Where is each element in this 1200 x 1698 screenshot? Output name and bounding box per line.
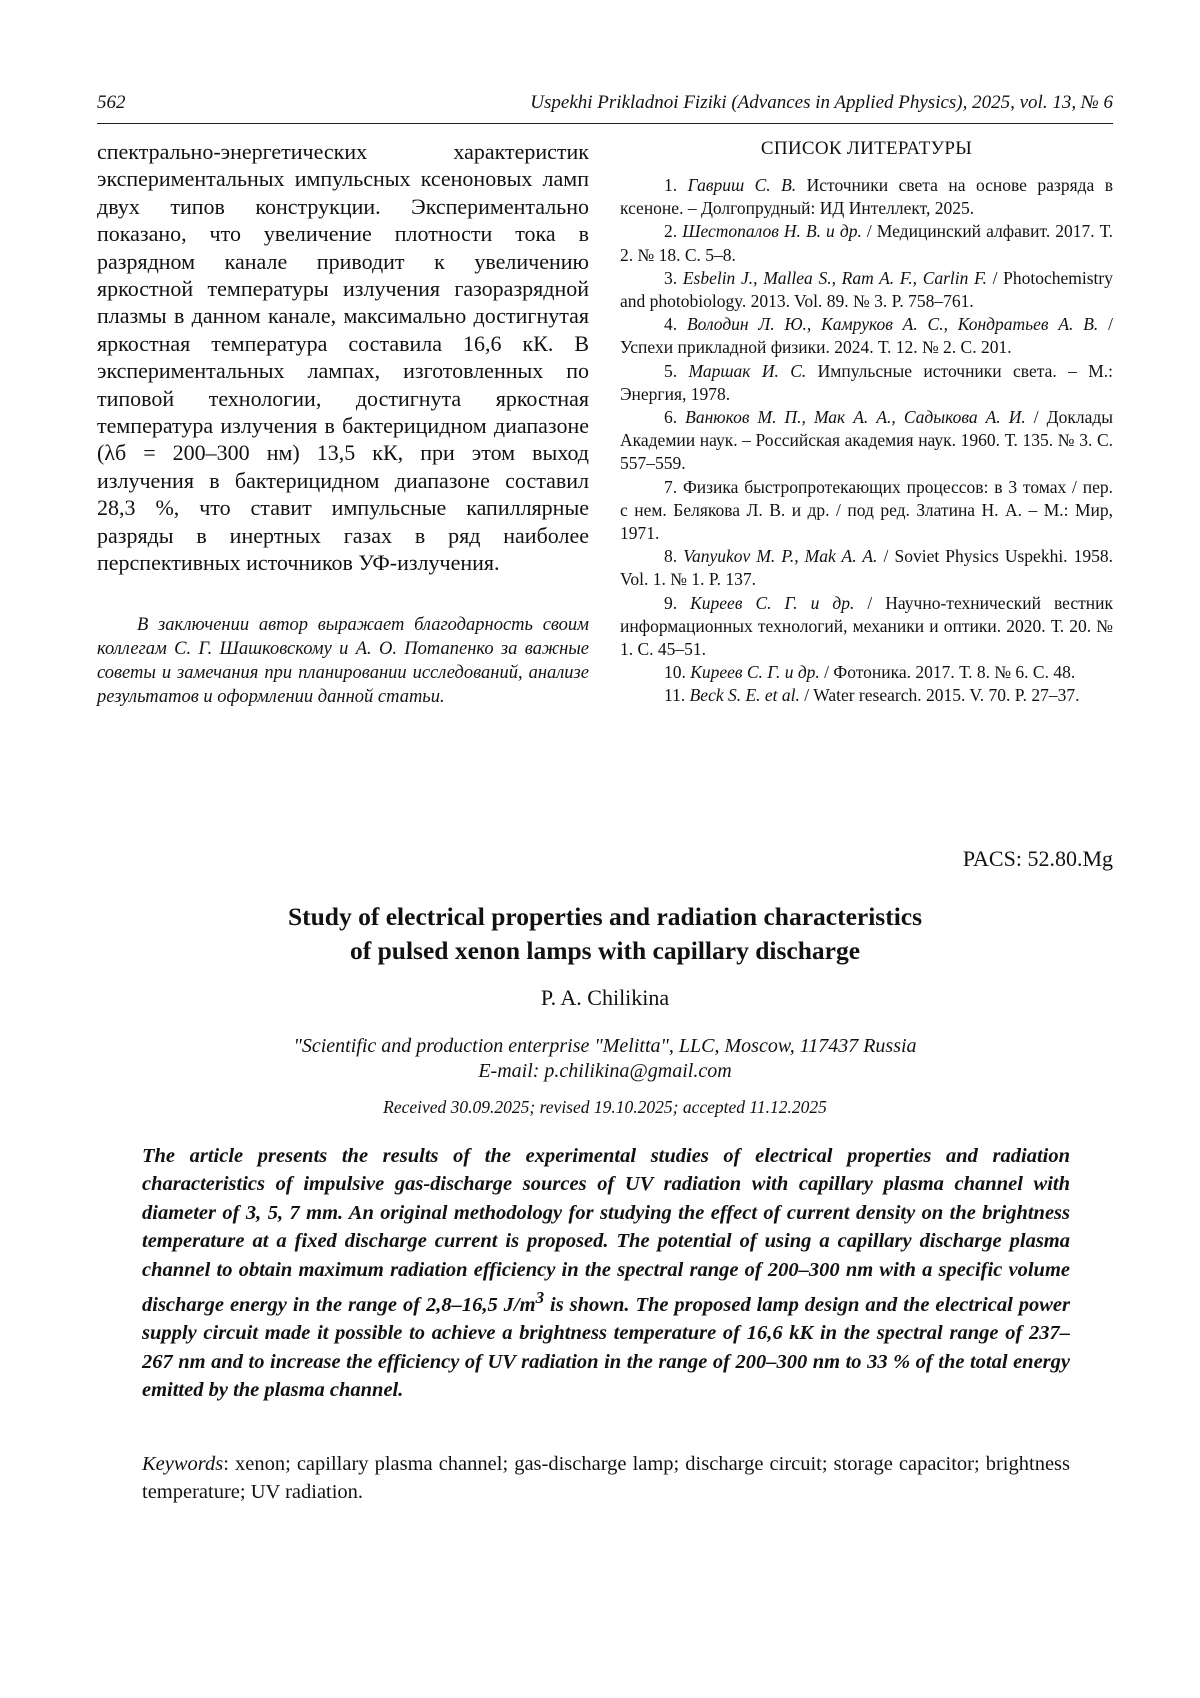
references-title: СПИСОК ЛИТЕРАТУРЫ (620, 138, 1113, 160)
article-title: Study of electrical properties and radiation characteristics of pulsed xenon lamps with capillary discharge (97, 900, 1113, 968)
keywords-label: Keywords (142, 1453, 223, 1475)
references-section (620, 138, 1113, 708)
left-column (97, 138, 589, 709)
running-header (97, 92, 1113, 124)
publication-dates: Received 30.09.2025; revised 19.10.2025; accepted 11.12.2025 (97, 1097, 1113, 1118)
body-paragraph: спектрально-энергетических характеристик экспериментальных импульсных ксеноновых ламп двух типов конструкции. Экспериментально показано, что увеличение плотности тока в разрядном канале приводит к увеличению яркостной температуры излучения газоразрядной плазмы в данном канале, максимально достигнутая яркостная температура составила 16,6 кК. В экспериментальных лампах, изготовленных по типовой технологии, достигнута яркостная температура излучения в бактерицидном диапазоне (λб = 200–300 нм) 13,5 кК, при этом выход излучения в бактерицидном диапазоне составил 28,3 %, что ставит импульсные капиллярные разряды в инертных газах в ряд наиболее перспективных источников УФ-излучения. (97, 138, 589, 577)
reference-item: 4. Володин Л. Ю., Камруков А. С., Кондратьев А. В. / Успехи прикладной физики. 2024. Т. 12. № 2. С. 201. (620, 313, 1113, 359)
article-author: P. A. Chilikina (97, 985, 1113, 1011)
reference-item: 1. Гавриш С. В. Источники света на основе разряда в ксеноне. – Долгопрудный: ИД Интеллект, 2025. (620, 174, 1113, 220)
reference-item: 8. Vanyukov M. P., Mak A. A. / Soviet Physics Uspekhi. 1958. Vol. 1. № 1. P. 137. (620, 545, 1113, 591)
reference-item: 2. Шестопалов Н. В. и др. / Медицинский алфавит. 2017. Т. 2. № 18. С. 5–8. (620, 220, 1113, 266)
page-number: 562 (97, 92, 126, 114)
keywords (142, 1450, 1070, 1506)
keywords-list: : xenon; capillary plasma channel; gas-discharge lamp; discharge circuit; storage capacitor; brightness temperature; UV radiation. (142, 1453, 1070, 1503)
reference-item: 3. Esbelin J., Mallea S., Ram A. F., Carlin F. / Photochemistry and photobiology. 2013. Vol. 89. № 3. P. 758–761. (620, 267, 1113, 313)
affiliation-org: "Scientific and production enterprise "Melitta", LLC, Moscow, 117437 Russia (97, 1034, 1113, 1059)
abstract: The article presents the results of the experimental studies of electrical properties and radiation characteristics of impulsive gas-discharge sources of UV radiation with capillary plasma channel with diameter of 3, 5, 7 mm. An original methodology for studying the effect of current density on the brightness temperature at a fixed discharge current is proposed. The potential of using a capillary discharge plasma channel to obtain maximum radiation efficiency in the spectral range of 200–300 nm with a specific volume discharge energy in the range of 2,8–16,5 J/m3 is shown. The proposed lamp design and the electrical power supply circuit made it possible to achieve a brightness temperature of 16,6 kK in the spectral range of 237–267 nm and to increase the efficiency of UV radiation in the range of 200–300 nm to 33 % of the total energy emitted by the plasma channel. (142, 1142, 1070, 1404)
references-list (620, 174, 1113, 708)
reference-item: 7. Физика быстропротекающих процессов: в 3 томах / пер. с нем. Белякова Л. В. и др. / под ред. Златина Н. А. – М.: Мир, 1971. (620, 476, 1113, 546)
acknowledgement: В заключении автор выражает благодарность своим коллегам С. Г. Шашковскому и А. О. Потапенко за важные советы и замечания при планировании исследований, анализе результатов и оформлении данной статьи. (97, 613, 589, 709)
reference-item: 5. Маршак И. С. Импульсные источники света. – М.: Энергия, 1978. (620, 360, 1113, 406)
journal-title: Uspekhi Prikladnoi Fiziki (Advances in Applied Physics), 2025, vol. 13, № 6 (530, 92, 1113, 114)
reference-item: 10. Киреев С. Г. и др. / Фотоника. 2017. Т. 8. № 6. С. 48. (620, 661, 1113, 684)
reference-item: 11. Beck S. E. et al. / Water research. 2015. V. 70. P. 27–37. (620, 684, 1113, 707)
author-email: E-mail: p.chilikina@gmail.com (97, 1059, 1113, 1084)
pacs-code: PACS: 52.80.Mg (963, 846, 1113, 872)
reference-item: 9. Киреев С. Г. и др. / Научно-технический вестник информационных технологий, механики и оптики. 2020. Т. 20. № 1. С. 45–51. (620, 592, 1113, 662)
reference-item: 6. Ванюков М. П., Мак А. А., Садыкова А. И. / Доклады Академии наук. – Российская академия наук. 1960. Т. 135. № 3. С. 557–559. (620, 406, 1113, 476)
affiliation (97, 1034, 1113, 1084)
